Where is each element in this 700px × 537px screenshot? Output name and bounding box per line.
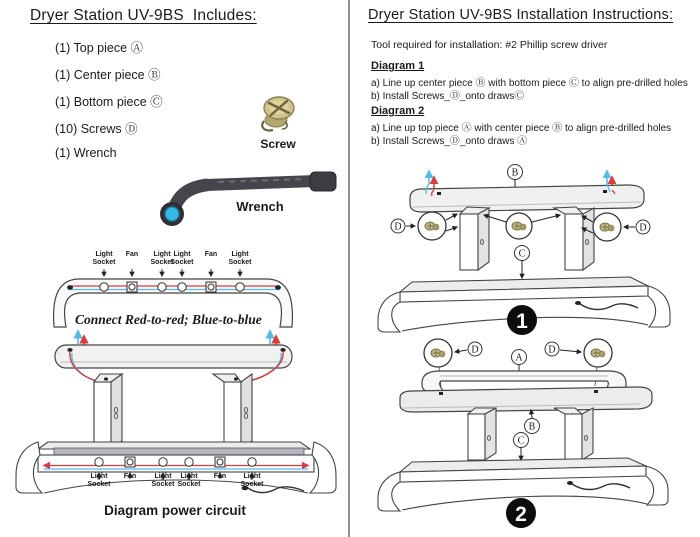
diagram1-drawing [360, 150, 690, 338]
part-item-center: (1) Center piece Ⓑ [55, 68, 161, 82]
part-item-screws: (10) Screws Ⓓ [55, 122, 138, 136]
component-label: Light Socket [151, 473, 175, 489]
tool-required-line: Tool required for installation: #2 Phillip screw driver [371, 39, 608, 51]
column-divider [348, 0, 350, 537]
svg-text:1: 1 [516, 310, 528, 333]
circuit-caption: Diagram power circuit [104, 503, 246, 518]
svg-text:C: C [518, 248, 526, 260]
svg-text:D: D [639, 222, 647, 234]
svg-text:B: B [511, 167, 519, 179]
part-item-top: (1) Top piece Ⓐ [55, 41, 144, 55]
component-label: Fan [123, 473, 137, 480]
component-label: Fan [213, 473, 227, 480]
part-item-bottom: (1) Bottom piece Ⓒ [55, 95, 163, 109]
component-label: Fan [204, 251, 218, 258]
diagram1-heading: Diagram 1 [371, 60, 425, 72]
screw-photo [252, 94, 308, 138]
svg-text:B: B [528, 421, 536, 433]
label-d-left-icon [455, 342, 482, 356]
post-drawings [94, 374, 252, 448]
diagram2-step-a: a) Line up top piece Ⓐ with center piece Ⓑ to align pre-drilled holes [371, 123, 672, 134]
includes-title: Dryer Station UV-9BS Includes: [30, 7, 257, 24]
diagram2-step-b: b) Install Screws_Ⓓ_onto draws Ⓐ [371, 136, 528, 147]
component-label: Light Socket [87, 473, 111, 489]
component-label: Light Socket [150, 251, 174, 267]
top-label-arrows [104, 269, 240, 276]
diagram2-heading: Diagram 2 [371, 105, 425, 117]
diagram2-number-badge [506, 498, 536, 528]
svg-text:A: A [515, 352, 523, 364]
component-label: Light Socket [177, 473, 201, 489]
component-label: Light Socket [228, 251, 252, 267]
label-d-right-icon [624, 220, 650, 234]
component-label: Light Socket [240, 473, 264, 489]
center-piece-drawing [55, 345, 292, 383]
wrench-photo [148, 166, 338, 228]
label-c-icon [515, 246, 530, 279]
diagram1-number-badge [507, 305, 537, 335]
center-piece-drawing [400, 387, 652, 412]
label-d-left-icon [391, 219, 415, 233]
label-c-icon [514, 433, 529, 461]
svg-text:D: D [471, 344, 479, 356]
screw-caption: Screw [260, 137, 296, 151]
svg-text:D: D [548, 344, 556, 356]
part-item-wrench: (1) Wrench [55, 146, 117, 160]
label-d-right-icon [545, 342, 581, 356]
svg-text:C: C [517, 435, 525, 447]
component-label: Fan [125, 251, 139, 258]
wrench-caption: Wrench [236, 199, 284, 214]
diagram1-step-a: a) Line up center piece Ⓑ with bottom piece Ⓒ to align pre-drilled holes [371, 78, 688, 89]
label-b-icon [525, 410, 540, 434]
wire-note: Connect Red-to-red; Blue-to-blue [75, 312, 262, 327]
component-label: Light Socket [170, 251, 194, 267]
diagram1-step-b: b) Install Screws_Ⓓ_onto drawsⒸ [371, 91, 525, 102]
power-circuit-drawing [8, 243, 344, 505]
instructions-title: Dryer Station UV-9BS Installation Instructions: [368, 7, 674, 23]
svg-text:D: D [394, 221, 402, 233]
diagram2-drawing [360, 338, 690, 535]
component-label: Light Socket [92, 251, 116, 267]
svg-text:2: 2 [515, 503, 527, 526]
